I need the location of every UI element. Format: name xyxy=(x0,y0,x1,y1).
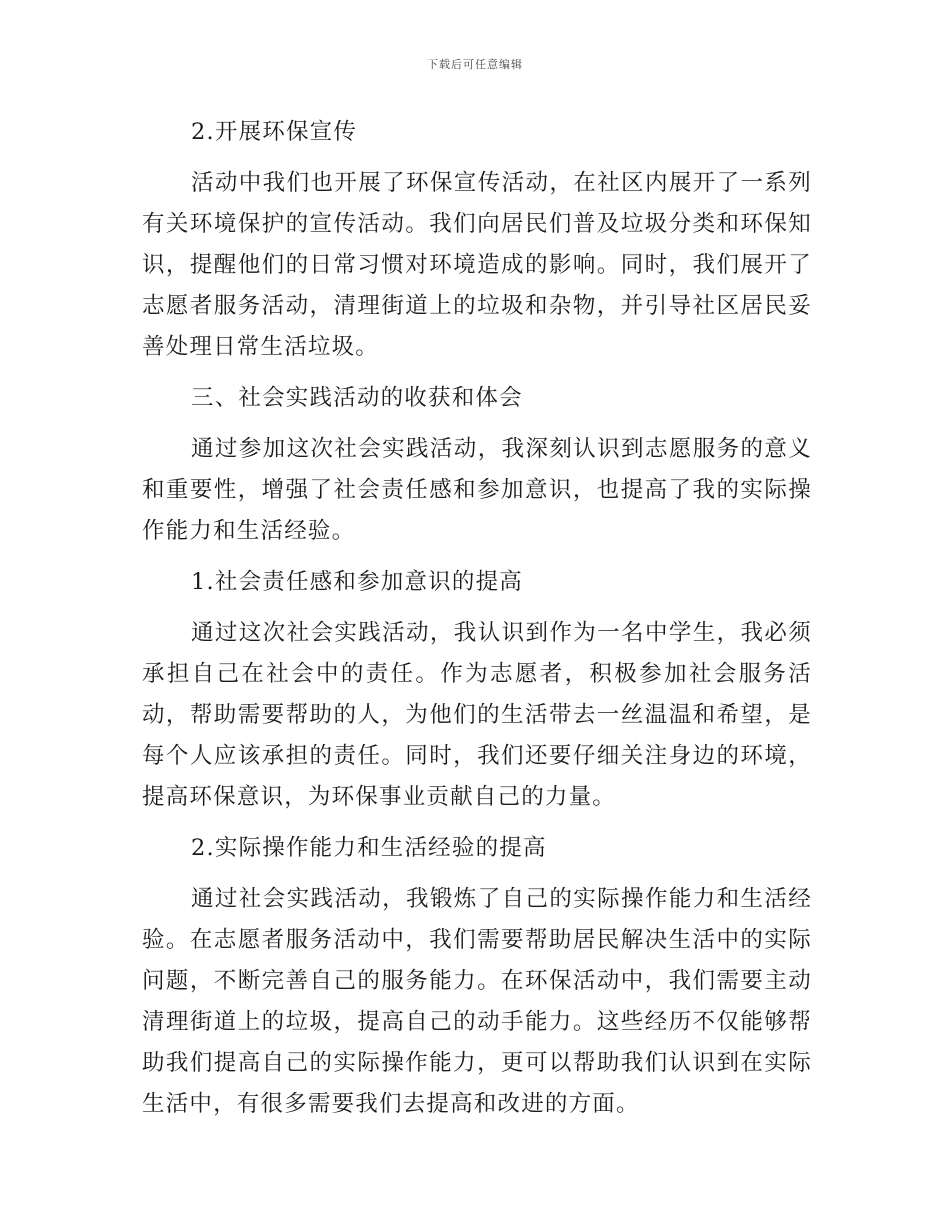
section-heading-responsibility: 1.社会责任感和参加意识的提高 xyxy=(191,569,523,595)
document-body xyxy=(142,112,812,1125)
paragraph-gains-intro: 通过参加这次社会实践活动，我深刻认识到志愿服务的意义和重要性，增强了社会责任感和参加意识，也提高了我的实际操作能力和生活经验。 xyxy=(142,436,812,544)
spacer xyxy=(142,368,812,378)
spacer xyxy=(142,153,812,163)
section-heading-practical-ability: 2.实际操作能力和生活经验的提高 xyxy=(191,835,547,861)
spacer xyxy=(142,869,812,879)
paragraph-responsibility: 通过这次社会实践活动，我认识到作为一名中学生，我必须承担自己在社会中的责任。作为志愿者，积极参加社会服务活动，帮助需要帮助的人，为他们的生活带去一丝温温和希望，是每个人应该承担的责任。同时，我们还要仔细关注身边的环境，提高环保意识，为环保事业贡献自己的力量。 xyxy=(142,620,812,810)
spacer xyxy=(142,552,812,562)
paragraph-practical-ability: 通过社会实践活动，我锻炼了自己的实际操作能力和生活经验。在志愿者服务活动中，我们需要帮助居民解决生活中的实际问题，不断完善自己的服务能力。在环保活动中，我们需要主动清理街道上的垃圾，提高自己的动手能力。这些经历不仅能够帮助我们提高自己的实际操作能力，更可以帮助我们认识到在实际生活中，有很多需要我们去提高和改进的方面。 xyxy=(142,886,812,1117)
spacer xyxy=(142,419,812,429)
spacer xyxy=(142,818,812,828)
paragraph-environmental-promotion: 活动中我们也开展了环保宣传活动，在社区内展开了一系列有关环境保护的宣传活动。我们向居民们普及垃圾分类和环保知识，提醒他们的日常习惯对环境造成的影响。同时，我们展开了志愿者服务活动，清理街道上的垃圾和杂物，并引导社区居民妥善处理日常生活垃圾。 xyxy=(142,170,812,360)
spacer xyxy=(142,603,812,613)
page-header: 下载后可任意编辑 xyxy=(427,58,523,71)
section-heading-gains: 三、社会实践活动的收获和体会 xyxy=(191,385,523,411)
section-heading-environmental-promotion: 2.开展环保宣传 xyxy=(191,119,358,145)
